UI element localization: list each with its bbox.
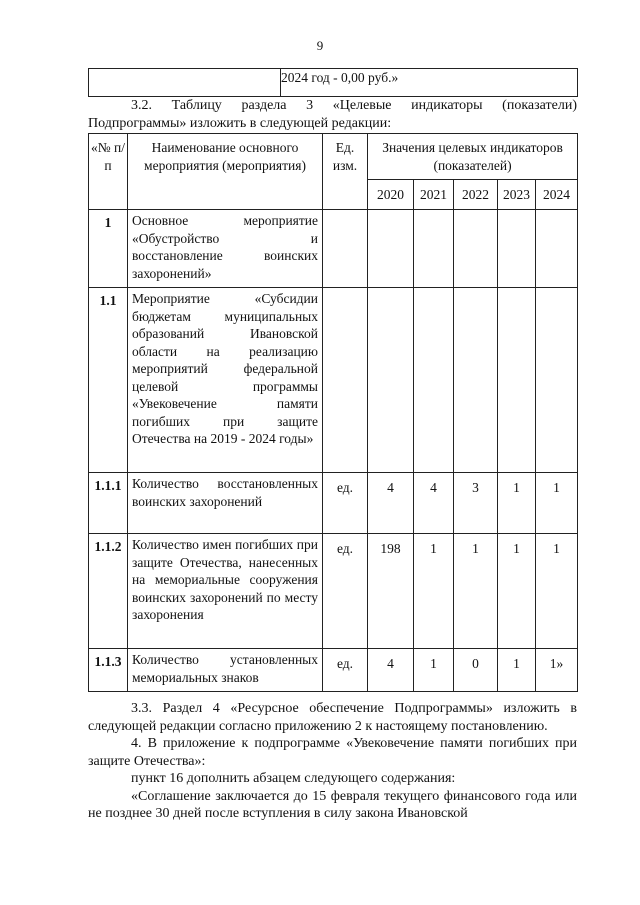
row-name: Количество восстановленных воинских захоронений bbox=[128, 473, 323, 534]
page-number: 9 bbox=[316, 38, 324, 53]
header-year: 2021 bbox=[414, 180, 454, 210]
row-name: Мероприятие «Субсидии бюджетам муниципальных образований Ивановской области на реализацию мероприятий федеральной целевой программы «Увековечение памяти погибших при защите Отечества на 2019 - 2024 годы» bbox=[128, 288, 323, 473]
row-value: 0 bbox=[454, 649, 498, 692]
row-value: 1 bbox=[414, 534, 454, 649]
row-num: 1 bbox=[89, 210, 128, 288]
row-value: 1 bbox=[454, 534, 498, 649]
row-num: 1.1 bbox=[89, 288, 128, 473]
row-num: 1.1.2 bbox=[89, 534, 128, 649]
row-value bbox=[454, 210, 498, 288]
row-name: Количество имен погибших при защите Отечества, нанесенных на мемориальные сооружения воинских захоронений по месту захоронения bbox=[128, 534, 323, 649]
row-unit bbox=[323, 210, 368, 288]
paragraph-point-16: пункт 16 дополнить абзацем следующего содержания: bbox=[131, 771, 456, 786]
body-text bbox=[88, 700, 577, 823]
paragraph-quote: «Соглашение заключается до 15 февраля текущего финансового года или не позднее 30 дней после вступления в силу закона Ивановской bbox=[88, 788, 577, 821]
table-row bbox=[89, 473, 578, 534]
paragraph-3-2 bbox=[88, 97, 577, 132]
row-unit bbox=[323, 288, 368, 473]
paragraph-4: 4. В приложение к подпрограмме «Увековечение памяти погибших при защите Отечества»: bbox=[88, 736, 577, 769]
row-value bbox=[536, 210, 578, 288]
row-value bbox=[536, 288, 578, 473]
header-year: 2024 bbox=[536, 180, 578, 210]
row-unit: ед. bbox=[323, 473, 368, 534]
row-name: Количество установленных мемориальных знаков bbox=[128, 649, 323, 692]
header-year: 2020 bbox=[368, 180, 414, 210]
row-value: 1 bbox=[498, 534, 536, 649]
header-unit: Ед. изм. bbox=[323, 134, 368, 210]
header-values: Значения целевых индикаторов (показателей) bbox=[368, 134, 578, 180]
table-row bbox=[89, 649, 578, 692]
table-row bbox=[89, 534, 578, 649]
header-year: 2022 bbox=[454, 180, 498, 210]
row-value: 1 bbox=[536, 534, 578, 649]
continuation-cell: 2024 год - 0,00 руб.» bbox=[281, 69, 578, 97]
row-value: 1 bbox=[414, 649, 454, 692]
continuation-table bbox=[88, 68, 578, 97]
row-num: 1.1.3 bbox=[89, 649, 128, 692]
header-num: «№ п/п bbox=[89, 134, 128, 210]
header-year: 2023 bbox=[498, 180, 536, 210]
row-value: 1 bbox=[498, 473, 536, 534]
row-value: 1» bbox=[536, 649, 578, 692]
row-value bbox=[368, 210, 414, 288]
header-name: Наименование основного мероприятия (мероприятия) bbox=[128, 134, 323, 210]
table-row bbox=[89, 210, 578, 288]
row-value: 4 bbox=[414, 473, 454, 534]
row-unit: ед. bbox=[323, 649, 368, 692]
row-value: 1 bbox=[498, 649, 536, 692]
continuation-empty-cell bbox=[89, 69, 281, 97]
indicators-table bbox=[88, 133, 578, 692]
row-value bbox=[368, 288, 414, 473]
paragraph-3-2-text: 3.2. Таблицу раздела 3 «Целевые индикаторы (показатели) Подпрограммы» изложить в следующей редакции: bbox=[88, 98, 577, 131]
row-value: 4 bbox=[368, 649, 414, 692]
row-value bbox=[414, 210, 454, 288]
row-unit: ед. bbox=[323, 534, 368, 649]
table-row bbox=[89, 288, 578, 473]
row-value: 1 bbox=[536, 473, 578, 534]
row-name: Основное мероприятие «Обустройство и восстановление воинских захоронений» bbox=[128, 210, 323, 288]
row-value bbox=[454, 288, 498, 473]
row-value: 3 bbox=[454, 473, 498, 534]
row-value bbox=[498, 288, 536, 473]
row-value bbox=[498, 210, 536, 288]
row-value: 4 bbox=[368, 473, 414, 534]
row-num: 1.1.1 bbox=[89, 473, 128, 534]
paragraph-3-3: 3.3. Раздел 4 «Ресурсное обеспечение Подпрограммы» изложить в следующей редакции согласно приложению 2 к настоящему постановлению. bbox=[88, 701, 577, 734]
row-value: 198 bbox=[368, 534, 414, 649]
row-value bbox=[414, 288, 454, 473]
